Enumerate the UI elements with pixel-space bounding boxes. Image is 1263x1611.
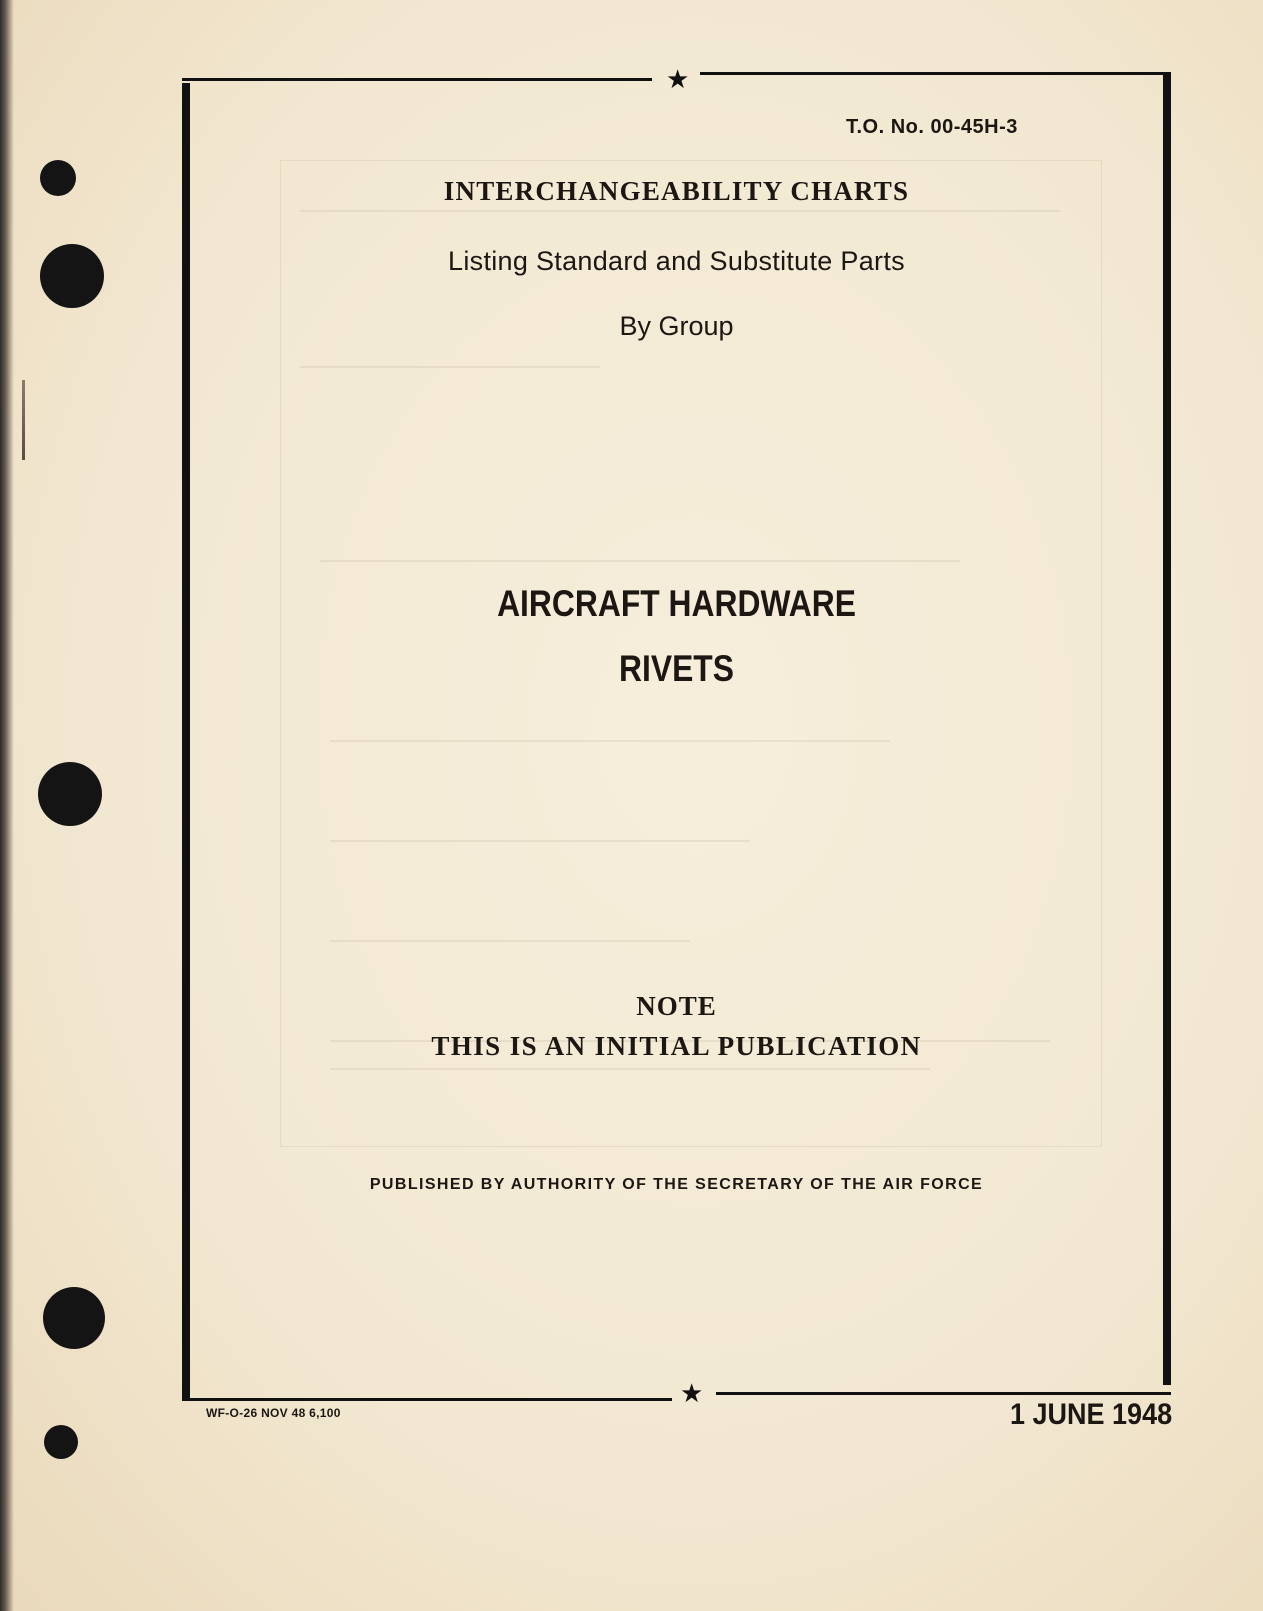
form-code: WF-O-26 NOV 48 6,100	[206, 1406, 341, 1420]
document-subtitle: Listing Standard and Substitute Parts	[448, 246, 905, 276]
frame-right-border	[1163, 75, 1171, 1385]
document-subtitle-group: By Group	[619, 311, 734, 341]
punch-hole	[38, 762, 102, 826]
note-heading: NOTE	[636, 991, 717, 1021]
punch-hole	[40, 160, 76, 196]
bleed-through-line	[330, 1068, 930, 1070]
document-title: INTERCHANGEABILITY CHARTS	[443, 176, 910, 206]
publication-date: 1 JUNE 1948	[1010, 1398, 1173, 1431]
subject-heading: AIRCRAFT HARDWARE	[497, 583, 856, 624]
note-text: THIS IS AN INITIAL PUBLICATION	[431, 1031, 922, 1061]
subject-subheading: RIVETS	[619, 648, 734, 689]
bleed-through-line	[330, 840, 750, 842]
top-rule-right	[700, 72, 1171, 75]
publishing-authority: PUBLISHED BY AUTHORITY OF THE SECRETARY OF THE AIR FORCE	[369, 1176, 984, 1193]
punch-hole	[40, 244, 104, 308]
punch-hole	[44, 1425, 78, 1459]
top-rule-left	[182, 78, 652, 81]
technical-order-number: T.O. No. 00-45H-3	[846, 116, 1018, 138]
bleed-through-line	[330, 940, 690, 942]
bleed-through-line	[330, 740, 890, 742]
bottom-rule-left	[182, 1398, 672, 1401]
bleed-through-line	[300, 366, 600, 368]
punch-hole	[43, 1287, 105, 1349]
bleed-through-line	[320, 560, 960, 562]
staple-mark	[22, 380, 25, 460]
page-edge-shadow	[0, 0, 14, 1611]
bottom-star-icon: ★	[680, 1379, 704, 1409]
bottom-rule-right	[716, 1392, 1171, 1395]
top-star-icon: ★	[666, 65, 690, 95]
bleed-through-line	[300, 210, 1060, 212]
frame-left-border	[182, 83, 190, 1401]
